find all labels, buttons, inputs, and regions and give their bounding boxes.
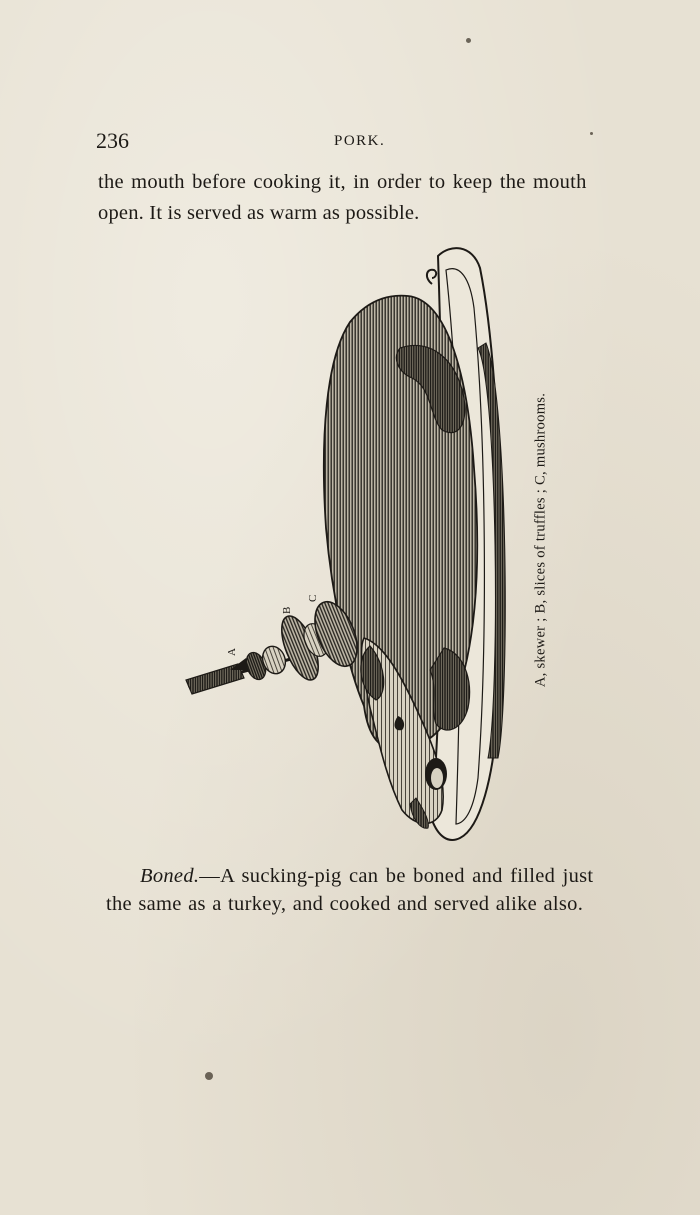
- label-b: B: [281, 606, 293, 614]
- label-c: C: [307, 594, 319, 602]
- text-line-4: the same as a turkey, and cooked and served alike also.: [106, 893, 584, 915]
- ink-spot: [590, 132, 593, 135]
- text-line-3-rest: —A sucking-pig can be boned and filled just: [199, 865, 594, 887]
- figure-caption: A, skewer ; B, slices of truffles ; C, mushrooms.: [532, 392, 549, 688]
- ink-spot: [205, 1072, 213, 1080]
- label-a: A: [226, 648, 238, 656]
- text-line-3: [140, 865, 593, 888]
- running-head: PORK.: [334, 133, 386, 149]
- ink-spot: [466, 38, 471, 43]
- text-line-1: the mouth before cooking it, in order to keep the mouth: [98, 171, 587, 193]
- skewer-garnish: [186, 595, 365, 694]
- page-number: 236: [96, 128, 129, 153]
- boned-label: Boned.: [140, 865, 200, 887]
- text-line-2: open. It is served as warm as possible.: [98, 202, 420, 224]
- roast-pig-illustration: [180, 238, 570, 850]
